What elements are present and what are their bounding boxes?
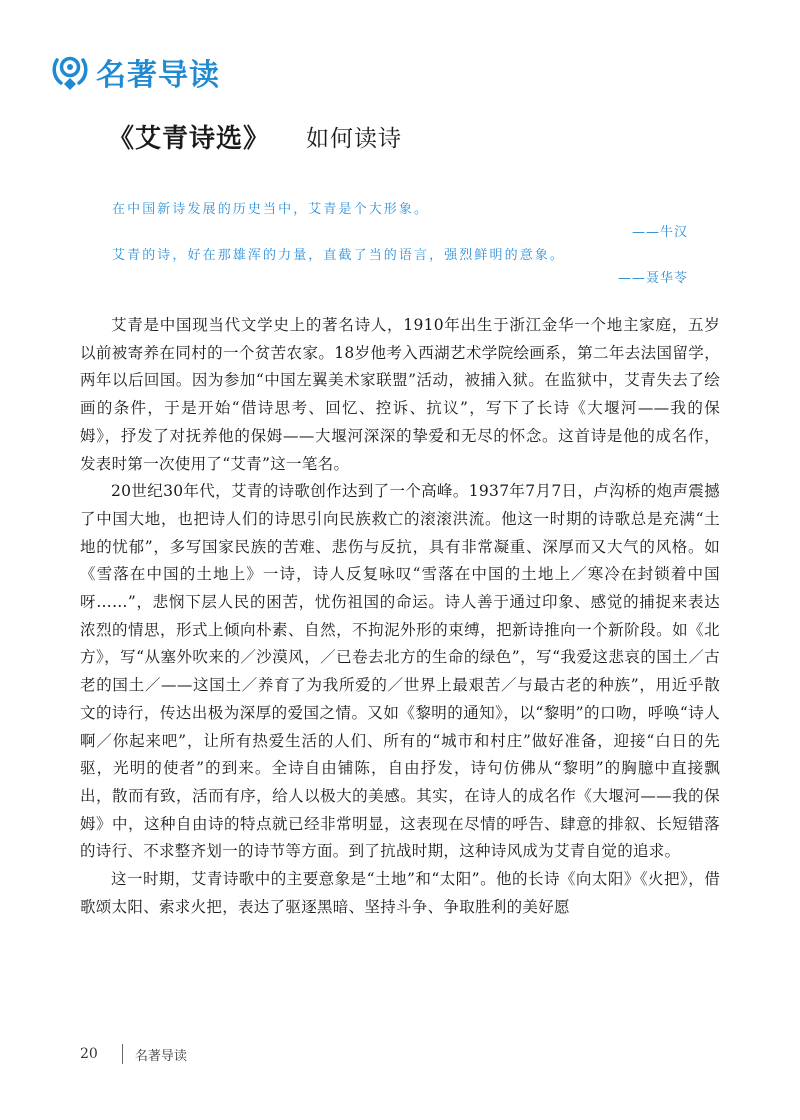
article-title [108, 116, 402, 156]
footer-divider [122, 1044, 123, 1064]
footer-section-label: 名著导读 [134, 1048, 187, 1064]
article-body [80, 312, 720, 921]
body-paragraph: 这一时期，艾青诗歌中的主要意象是“土地”和“太阳”。他的长诗《向太阳》《火把》，借歌颂太阳、索求火把，表达了驱逐黑暗、坚持斗争、争取胜利的美好愿 [80, 870, 720, 916]
section-title: 名著导读 [96, 58, 220, 93]
quote-text: 在中国新诗发展的历史当中，艾青是个大形象。 [112, 202, 430, 217]
quote-author: ——聂华苓 [617, 271, 688, 286]
reading-icon [48, 50, 92, 94]
page-footer [80, 1041, 187, 1067]
section-header [48, 44, 220, 100]
body-paragraph: 艾青是中国现当代文学史上的著名诗人，1910年出生于浙江金华一个地主家庭，五岁以前被寄养在同村的一个贫苦农家。18岁他考入西湖艺术学院绘画系，第二年去法国留学，两年以后回国。因为参加“中国左翼美术家联盟”活动，被捕入狱。在监狱中，艾青失去了绘画的条件，于是开始“借诗思考、回忆、控诉、抗议”，写下了长诗《大堰河——我的保姆》，抒发了对抚养他的保姆——大堰河深深的挚爱和无尽的怀念。这首诗是他的成名作，发表时第一次使用了“艾青”这一笔名。 [80, 316, 720, 473]
quote-author: ——牛汉 [631, 225, 688, 240]
page-number: 20 [80, 1046, 98, 1062]
body-paragraph: 20世纪30年代，艾青的诗歌创作达到了一个高峰。1937年7月7日，卢沟桥的炮声震撼了中国大地，也把诗人们的诗思引向民族救亡的滚滚洪流。他这一时期的诗歌总是充满“土地的忧郁”，多写国家民族的苦难、悲伤与反抗，具有非常凝重、深厚而又大气的风格。如《雪落在中国的土地上》一诗，诗人反复咏叹“雪落在中国的土地上／寒冷在封锁着中国呀……”，悲悯下层人民的困苦，忧伤祖国的命运。诗人善于通过印象、感觉的捕捉来表达浓烈的情思，形式上倾向朴素、自然，不拘泥外形的束缚，把新诗推向一个新阶段。如《北方》，写“从塞外吹来的／沙漠风，／已卷去北方的生命的绿色”，写“我爱这悲哀的国土／古老的国土／——这国土／养育了为我所爱的／世界上最艰苦／与最古老的种族”，用近乎散文的诗行，传达出极为深厚的爱国之情。又如《黎明的通知》，以“黎明”的口吻，呼唤“诗人啊／你起来吧”，让所有热爱生活的人们、所有的“城市和村庄”做好准备，迎接“白日的先驱，光明的使者”的到来。全诗自由铺陈，自由抒发，诗句仿佛从“黎明”的胸臆中直接飘出，散而有致，活而有序，给人以极大的美感。其实，在诗人的成名作《大堰河——我的保姆》中，这种自由诗的特点就已经非常明显，这表现在尽情的呼告、肆意的排叙、长短错落的诗行、不求整齐划一的诗节等方面。到了抗战时期，这种诗风成为艾青自觉的追求。 [80, 482, 720, 861]
epigraph-quotes [112, 198, 688, 290]
quote-text: 艾青的诗，好在那雄浑的力量，直截了当的语言，强烈鲜明的意象。 [112, 248, 566, 263]
book-title: 《艾青诗选》 [108, 123, 271, 154]
article-subtitle: 如何读诗 [306, 125, 403, 152]
